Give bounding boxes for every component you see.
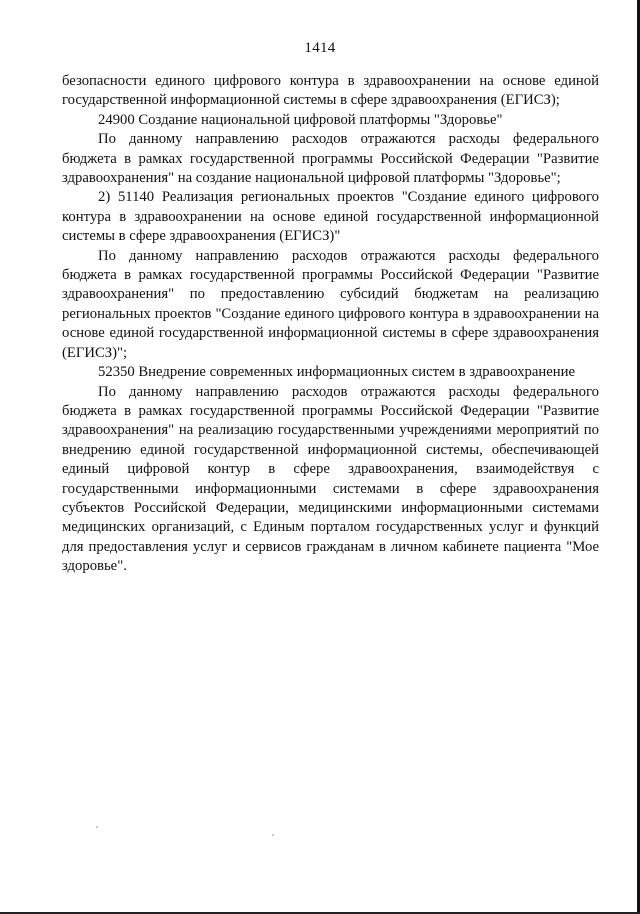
paragraph-description-52350: По данному направлению расходов отражаются расходы федерального бюджета в рамках государственной программы Российской Федерации "Развитие здравоохранения" на реализацию государственными учреждениями мероприятий по внедрению единой государственной информационной системы, обеспечивающей единый цифровой контур в сфере здравоохранения, взаимодействуя с государственными информационными системами в сфере здравоохранения субъектов Российской Федерации, медицинскими информационными системами медицинских организаций, с Единым порталом государственных услуг и функций для предоставления услуг и сервисов гражданам в личном кабинете пациента "Мое здоровье". <box>62 383 599 575</box>
document-body <box>62 72 599 577</box>
scan-speck <box>272 834 274 836</box>
paragraph-continuation: безопасности единого цифрового контура в здравоохранении на основе единой государственной информационной системы в сфере здравоохранения (ЕГИСЗ); <box>62 73 599 109</box>
paragraph-heading-51140: 2) 51140 Реализация региональных проектов "Создание единого цифрового контура в здравоохранении на основе единой государственной информационной системы в сфере здравоохранения (ЕГИСЗ)" <box>62 189 599 245</box>
scan-speck <box>96 826 98 828</box>
paragraph-description-24900: По данному направлению расходов отражаются расходы федерального бюджета в рамках государственной программы Российской Федерации "Развитие здравоохранения" на создание национальной цифровой платформы "Здоровье"; <box>62 131 599 187</box>
paragraph-heading-52350: 52350 Внедрение современных информационных систем в здравоохранение <box>98 364 576 381</box>
page-number: 1414 <box>304 40 336 56</box>
paragraph-heading-24900: 24900 Создание национальной цифровой платформы "Здоровье" <box>98 111 503 128</box>
paragraph-description-51140: По данному направлению расходов отражаются расходы федерального бюджета в рамках государственной программы Российской Федерации "Развитие здравоохранения" по предоставлению субсидий бюджетам на реализацию региональных проектов "Создание единого цифрового контура в здравоохранении на основе единой государственной информационной системы в сфере здравоохранения (ЕГИСЗ)"; <box>62 247 599 361</box>
